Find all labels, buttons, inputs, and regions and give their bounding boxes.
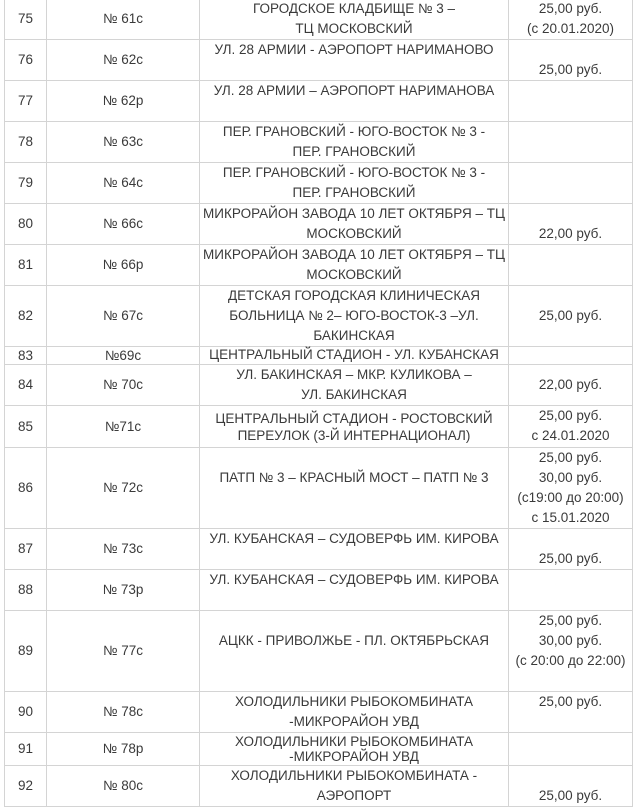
route-code: № 67с xyxy=(47,286,200,347)
routes-table xyxy=(4,0,633,807)
route-name: УЛ. КУБАНСКАЯ – СУДОВЕРФЬ ИМ. КИРОВА xyxy=(200,529,509,570)
table-row xyxy=(5,347,633,365)
routes-table-body xyxy=(5,0,633,807)
route-name: ДЕТСКАЯ ГОРОДСКАЯ КЛИНИЧЕСКАЯ БОЛЬНИЦА № 2– ЮГО-ВОСТОК-3 –УЛ. БАКИНСКАЯ xyxy=(200,286,509,347)
table-row xyxy=(5,204,633,245)
route-code: № 78р xyxy=(47,733,200,766)
route-name: ПЕР. ГРАНОВСКИЙ - ЮГО-ВОСТОК № 3 - ПЕР. ГРАНОВСКИЙ xyxy=(200,122,509,163)
route-name: УЛ. КУБАНСКАЯ – СУДОВЕРФЬ ИМ. КИРОВА xyxy=(200,570,509,611)
route-name: ХОЛОДИЛЬНИКИ РЫБОКОМБИНАТА - АЭРОПОРТ xyxy=(200,766,509,807)
table-row xyxy=(5,448,633,529)
row-number: 87 xyxy=(5,529,47,570)
table-row xyxy=(5,692,633,733)
table-row xyxy=(5,286,633,347)
row-number: 84 xyxy=(5,365,47,406)
table-row xyxy=(5,365,633,406)
route-name: УЛ. БАКИНСКАЯ – МКР. КУЛИКОВА – УЛ. БАКИНСКАЯ xyxy=(200,365,509,406)
fare xyxy=(509,570,633,611)
table-row xyxy=(5,40,633,81)
table-row xyxy=(5,570,633,611)
row-number: 83 xyxy=(5,347,47,365)
route-code: № 72с xyxy=(47,448,200,529)
route-code: №69с xyxy=(47,347,200,365)
fare xyxy=(509,733,633,766)
fare: 25,00 руб. 30,00 руб. (с 20:00 до 22:00) xyxy=(509,611,633,692)
fare xyxy=(509,122,633,163)
row-number: 88 xyxy=(5,570,47,611)
route-code: № 64с xyxy=(47,163,200,204)
route-code: № 80с xyxy=(47,766,200,807)
fare: 25,00 руб. xyxy=(509,286,633,347)
row-number: 80 xyxy=(5,204,47,245)
row-number: 85 xyxy=(5,406,47,448)
route-name: МИКРОРАЙОН ЗАВОДА 10 ЛЕТ ОКТЯБРЯ – ТЦ МОСКОВСКИЙ xyxy=(200,204,509,245)
table-row xyxy=(5,122,633,163)
fare: 25,00 руб. xyxy=(509,766,633,807)
fare: 25,00 руб. xyxy=(509,692,633,733)
route-name: МИКРОРАЙОН ЗАВОДА 10 ЛЕТ ОКТЯБРЯ – ТЦ МОСКОВСКИЙ xyxy=(200,245,509,286)
row-number: 89 xyxy=(5,611,47,692)
table-row xyxy=(5,0,633,40)
route-name: ПЕР. ГРАНОВСКИЙ - ЮГО-ВОСТОК № 3 - ПЕР. ГРАНОВСКИЙ xyxy=(200,163,509,204)
table-row xyxy=(5,733,633,766)
row-number: 78 xyxy=(5,122,47,163)
table-row xyxy=(5,611,633,692)
table-row xyxy=(5,766,633,807)
fare xyxy=(509,81,633,122)
table-row xyxy=(5,529,633,570)
table-row xyxy=(5,163,633,204)
route-name: ЦЕНТРАЛЬНЫЙ СТАДИОН - РОСТОВСКИЙ ПЕРЕУЛОК (3-Й ИНТЕРНАЦИОНАЛ) xyxy=(200,406,509,448)
route-name: ЦЕНТРАЛЬНЫЙ СТАДИОН - УЛ. КУБАНСКАЯ xyxy=(200,347,509,365)
route-code: № 62р xyxy=(47,81,200,122)
fare: 22,00 руб. xyxy=(509,204,633,245)
route-code: № 66с xyxy=(47,204,200,245)
row-number: 92 xyxy=(5,766,47,807)
route-code: № 77с xyxy=(47,611,200,692)
row-number: 76 xyxy=(5,40,47,81)
route-code: № 66р xyxy=(47,245,200,286)
row-number: 82 xyxy=(5,286,47,347)
fare xyxy=(509,347,633,365)
fare: 25,00 руб. xyxy=(509,40,633,81)
fare: 25,00 руб. 30,00 руб. (с19:00 до 20:00) с 15.01.2020 xyxy=(509,448,633,529)
row-number: 86 xyxy=(5,448,47,529)
route-name: ХОЛОДИЛЬНИКИ РЫБОКОМБИНАТА -МИКРОРАЙОН УВД xyxy=(200,733,509,766)
route-name: ПАТП № 3 – КРАСНЫЙ МОСТ – ПАТП № 3 xyxy=(200,448,509,529)
row-number: 77 xyxy=(5,81,47,122)
fare: 25,00 руб. xyxy=(509,529,633,570)
route-code: № 73с xyxy=(47,529,200,570)
row-number: 81 xyxy=(5,245,47,286)
row-number: 91 xyxy=(5,733,47,766)
fare xyxy=(509,163,633,204)
route-code: №71с xyxy=(47,406,200,448)
row-number: 79 xyxy=(5,163,47,204)
table-row xyxy=(5,245,633,286)
table-row xyxy=(5,406,633,448)
route-code: № 61с xyxy=(47,0,200,40)
route-name: ХОЛОДИЛЬНИКИ РЫБОКОМБИНАТА -МИКРОРАЙОН УВД xyxy=(200,692,509,733)
fare: 25,00 руб. (с 20.01.2020) xyxy=(509,0,633,40)
route-code: № 62с xyxy=(47,40,200,81)
row-number: 75 xyxy=(5,0,47,40)
fare xyxy=(509,245,633,286)
row-number: 90 xyxy=(5,692,47,733)
route-code: № 70с xyxy=(47,365,200,406)
route-name: УЛ. 28 АРМИИ – АЭРОПОРТ НАРИМАНОВА xyxy=(200,81,509,122)
fare: 22,00 руб. xyxy=(509,365,633,406)
route-name: УЛ. 28 АРМИИ - АЭРОПОРТ НАРИМАНОВО xyxy=(200,40,509,81)
route-name: АЦКК - ПРИВОЛЖЬЕ - ПЛ. ОКТЯБРЬСКАЯ xyxy=(200,611,509,692)
route-code: № 78с xyxy=(47,692,200,733)
route-code: № 73р xyxy=(47,570,200,611)
route-name: ГОРОДСКОЕ КЛАДБИЩЕ № 3 – ТЦ МОСКОВСКИЙ xyxy=(200,0,509,40)
route-code: № 63с xyxy=(47,122,200,163)
table-row xyxy=(5,81,633,122)
fare: 25,00 руб. с 24.01.2020 xyxy=(509,406,633,448)
